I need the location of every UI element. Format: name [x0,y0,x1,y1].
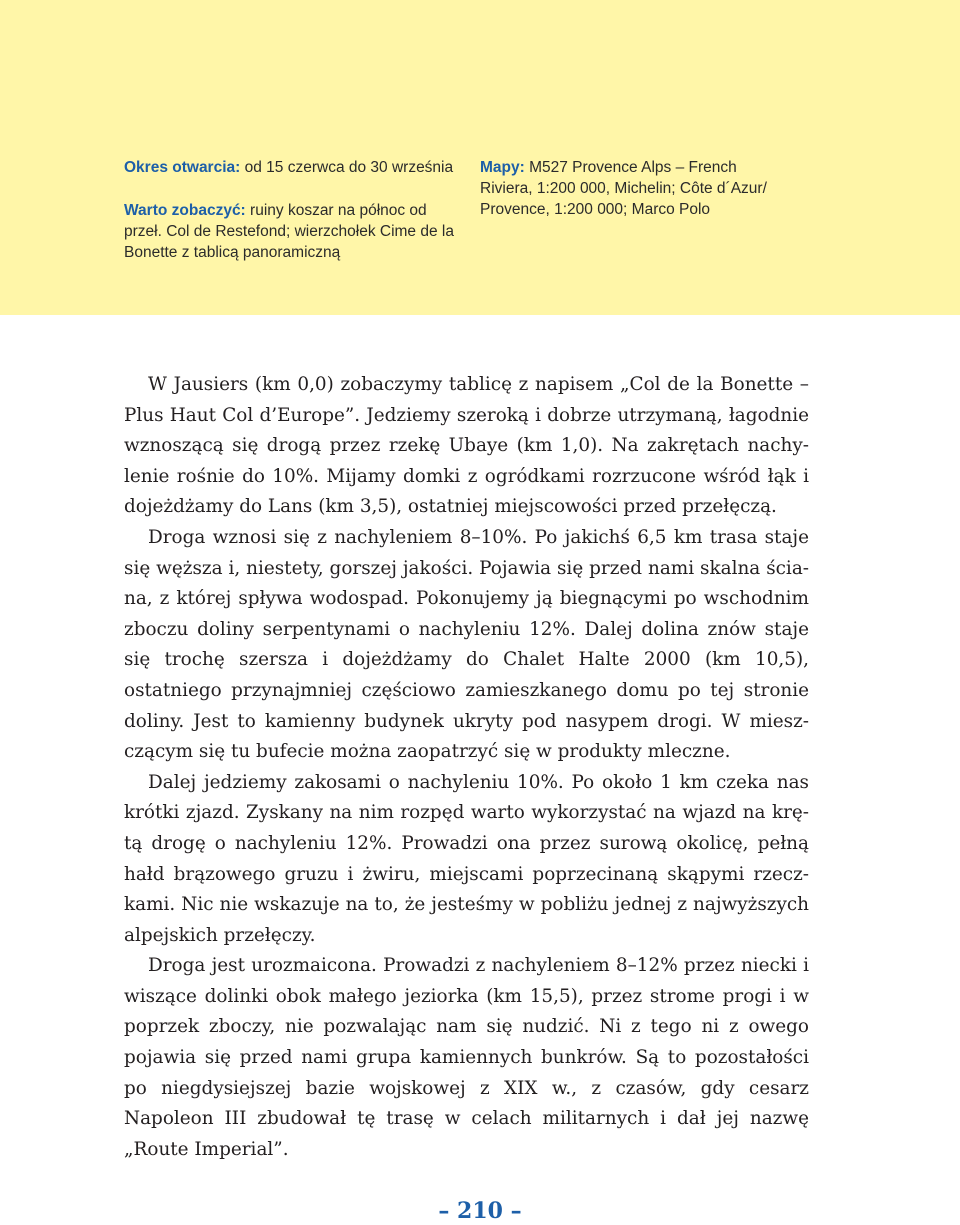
maps-info [480,157,780,220]
page-number: – 210 – [438,1198,522,1224]
maps-value: M527 Provence Alps – French Riviera, 1:200 000, Michelin; Côte d´Azur/ Provence, 1:200 000; Marco Polo [480,159,767,218]
info-right-column [480,157,780,242]
paragraph: W Jausiers (km 0,0) zobaczymy tablicę z napisem „Col de la Bonette – Plus Haut Col d’Europe”. Jedziemy szeroką i dobrze utrzymaną, łagodnie wznoszącą się drogą przez rzekę Ubaye (km 1,0). Na zakrętach nachylenie rośnie do 10%. Mijamy domki z ogródkami rozrzucone wśród łąk i dojeżdżamy do Lans (km 3,5), ostatniej miejscowości przed przełęczą. [124,374,809,518]
info-box [0,0,960,315]
paragraph: Dalej jedziemy zakosami o nachyleniu 10%. Po około 1 km czeka nas krótki zjazd. Zyskany na nim rozpęd warto wykorzystać na wjazd na krętą drogę o nachyleniu 12%. Prowadzi ona przez surową okolicę, pełną hałd brązowego gruzu i żwiru, miejscami poprzecinaną skąpymi rzeczkami. Nic nie wskazuje na to, że jesteśmy w pobliżu jednej z najwyższych alpejskich przełęczy. [124,771,809,946]
maps-label: Mapy: [480,159,525,176]
opening-season-label: Okres otwarcia: [124,159,241,176]
paragraph: Droga jest urozmaicona. Prowadzi z nachyleniem 8–12% przez niecki i wiszące dolinki obok małego jeziorka (km 15,5), przez strome progi i w poprzek zboczy, nie pozwalając nam się nudzić. Ni z tego ni z owego pojawia się przed nami grupa kamiennych bunkrów. Są to pozostałości po niegdysiejszej bazie wojskowej z XIX w., z czasów, gdy cesarz Napoleon III zbudował tę trasę w celach militarnych i dał jej nazwę „Route Imperial”. [124,955,809,1160]
main-text [124,370,809,1165]
worth-seeing [124,200,454,263]
opening-season-value: od 15 czerwca do 30 września [240,159,454,176]
opening-season [124,157,454,178]
worth-seeing-value: ruiny koszar na północ od przeł. Col de Restefond; wierzchołek Cime de la Bonette z tablicą panoramiczną [124,202,454,261]
worth-seeing-label: Warto zobaczyć: [124,202,246,219]
info-left-column [124,157,454,285]
paragraph: Droga wznosi się z nachyleniem 8–10%. Po jakichś 6,5 km trasa staje się węższa i, niestety, gorszej jakości. Pojawia się przed nami skalna ściana, z której spływa wodospad. Pokonujemy ją biegnącymi po wschodnim zboczu doliny serpentynami o nachyleniu 12%. Dalej dolina znów staje się trochę szersza i dojeżdżamy do Chalet Halte 2000 (km 10,5), ostatniego przynajmniej częściowo zamieszkanego domu po tej stronie doliny. Jest to kamienny budynek ukryty pod nasypem drogi. W mieszczącym się tu bufecie można zaopatrzyć się w produkty mleczne. [124,526,809,763]
